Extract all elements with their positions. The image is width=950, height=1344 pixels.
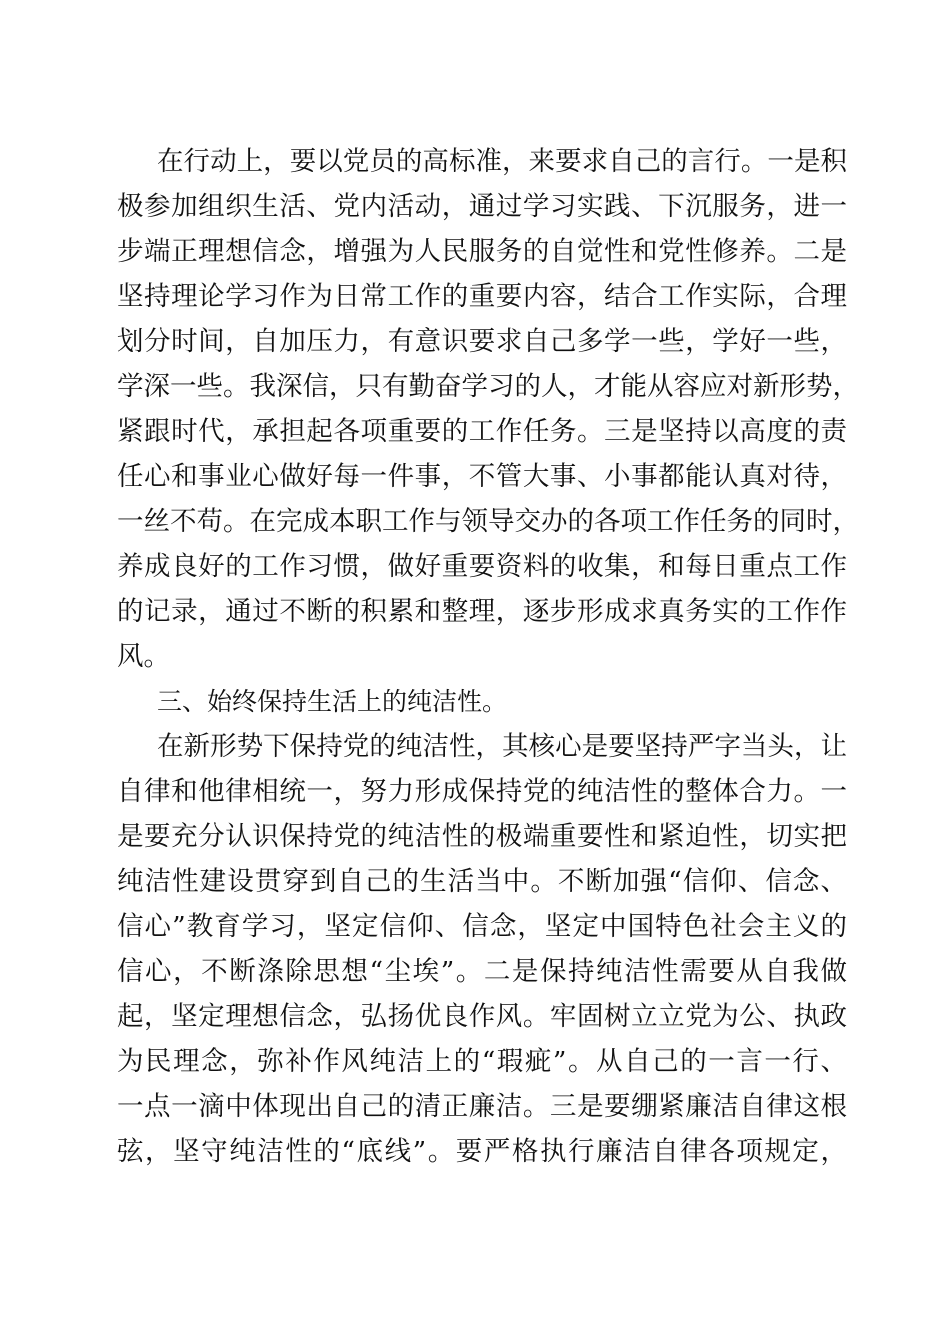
paragraph-1-line-11: 的记录，通过不断的积累和整理，逐步形成求真务实的工作作 [117,596,847,627]
paragraph-1-line-5: 划分时间，自加压力，有意识要求自己多学一些，学好一些， [117,326,847,357]
paragraph-2-line-2: 自律和他律相统一，努力形成保持党的纯洁性的整体合力。一 [117,776,847,807]
section-heading: 三、始终保持生活上的纯洁性。 [157,687,508,716]
paragraph-1-line-4: 坚持理论学习作为日常工作的重要内容，结合工作实际，合理 [117,281,847,312]
paragraph-1-line-7: 紧跟时代，承担起各项重要的工作任务。三是坚持以高度的责 [117,416,847,447]
paragraph-2-line-10: 弦，坚守纯洁性的“底线”。要严格执行廉洁自律各项规定， [117,1136,847,1167]
paragraph-2-line-4: 纯洁性建设贯穿到自己的生活当中。不断加强“信仰、信念、 [117,866,847,897]
paragraph-1-line-1: 在行动上，要以党员的高标准，来要求自己的言行。一是积 [157,146,847,177]
paragraph-2-line-7: 起，坚定理想信念，弘扬优良作风。牢固树立立党为公、执政 [117,1001,847,1032]
paragraph-2-line-1: 在新形势下保持党的纯洁性，其核心是要坚持严字当头，让 [157,731,847,762]
paragraph-1-line-3: 步端正理想信念，增强为人民服务的自觉性和党性修养。二是 [117,236,847,267]
paragraph-2-line-8: 为民理念，弥补作风纯洁上的“瑕疵”。从自己的一言一行、 [117,1046,847,1077]
paragraph-1-line-2: 极参加组织生活、党内活动，通过学习实践、下沉服务，进一 [117,191,847,222]
paragraph-1-line-8: 任心和事业心做好每一件事，不管大事、小事都能认真对待， [117,461,847,492]
paragraph-1-line-6: 学深一些。我深信，只有勤奋学习的人，才能从容应对新形势， [117,371,859,402]
paragraph-2-line-6: 信心，不断涤除思想“尘埃”。二是保持纯洁性需要从自我做 [117,956,847,987]
paragraph-1-line-9: 一丝不苟。在完成本职工作与领导交办的各项工作任务的同时， [117,506,859,537]
paragraph-1-line-12: 风。 [117,641,170,672]
paragraph-2-line-9: 一点一滴中体现出自己的清正廉洁。三是要绷紧廉洁自律这根 [117,1091,847,1122]
paragraph-2-line-3: 是要充分认识保持党的纯洁性的极端重要性和紧迫性，切实把 [117,821,847,852]
paragraph-2-line-5: 信心”教育学习，坚定信仰、信念，坚定中国特色社会主义的 [117,911,847,942]
paragraph-1-line-10: 养成良好的工作习惯，做好重要资料的收集，和每日重点工作 [117,551,847,582]
